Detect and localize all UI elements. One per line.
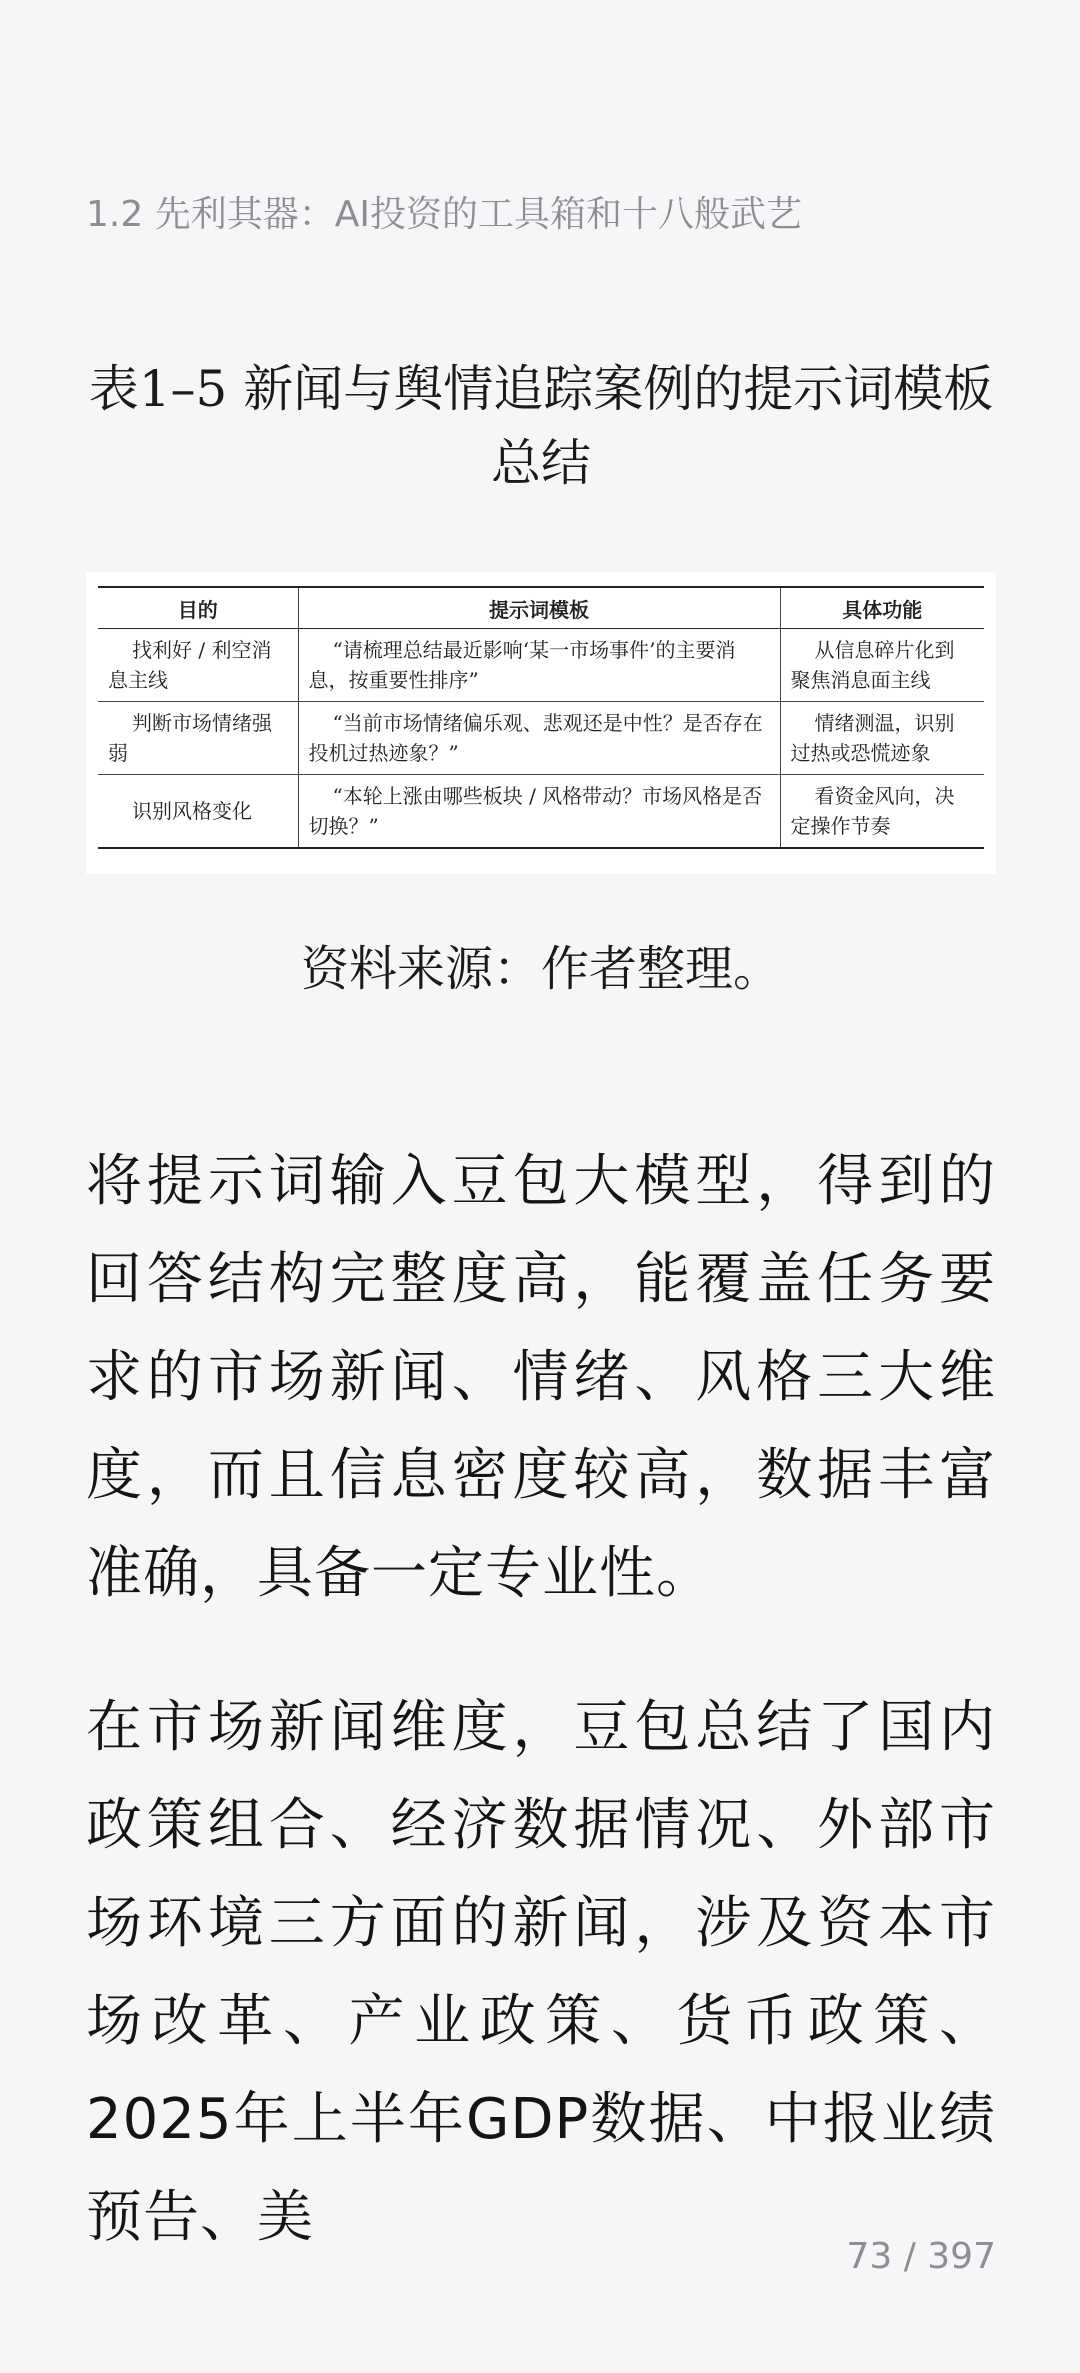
table-row	[98, 775, 984, 849]
running-header: 1.2 先利其器：AI投资的工具箱和十八般武艺	[86, 194, 802, 235]
table-cell: 情绪测温，识别过热或恐慌迹象	[780, 702, 984, 775]
table-cell: “当前市场情绪偏乐观、悲观还是中性？是否存在投机过热迹象？”	[298, 702, 780, 775]
column-header-purpose: 目的	[98, 587, 298, 629]
table-cell: 判断市场情绪强弱	[98, 702, 298, 775]
table-cell: “本轮上涨由哪些板块 / 风格带动？市场风格是否切换？”	[298, 775, 780, 849]
body-paragraph: 将提示词输入豆包大模型，得到的回答结构完整度高，能覆盖任务要求的市场新闻、情绪、风格三大维度，而且信息密度较高，数据丰富准确，具备一定专业性。	[86, 1149, 996, 1606]
table-cell: 找利好 / 利空消息主线	[98, 629, 298, 702]
table-cell: 识别风格变化	[98, 775, 298, 849]
table-header-row	[98, 587, 984, 629]
table-source-note: 资料来源：作者整理。	[300, 941, 781, 997]
table-cell: 从信息碎片化到聚焦消息面主线	[780, 629, 984, 702]
column-header-template: 提示词模板	[298, 587, 780, 629]
table-row	[98, 629, 984, 702]
page-indicator: 73 / 397	[846, 2236, 996, 2277]
body-paragraph: 在市场新闻维度，豆包总结了国内政策组合、经济数据情况、外部市场环境三方面的新闻，涉及资本市场改革、产业政策、货币政策、2025年上半年GDP数据、中报业绩预告、美	[86, 1695, 996, 2250]
table-title: 表1–5 新闻与舆情追踪案例的提示词模板总结	[88, 360, 994, 492]
table-row	[98, 702, 984, 775]
table-cell: 看资金风向，决定操作节奏	[780, 775, 984, 849]
column-header-function: 具体功能	[780, 587, 984, 629]
prompt-template-table	[98, 586, 984, 849]
table-cell: “请梳理总结最近影响‘某一市场事件’的主要消息，按重要性排序”	[298, 629, 780, 702]
table-image	[86, 572, 996, 874]
